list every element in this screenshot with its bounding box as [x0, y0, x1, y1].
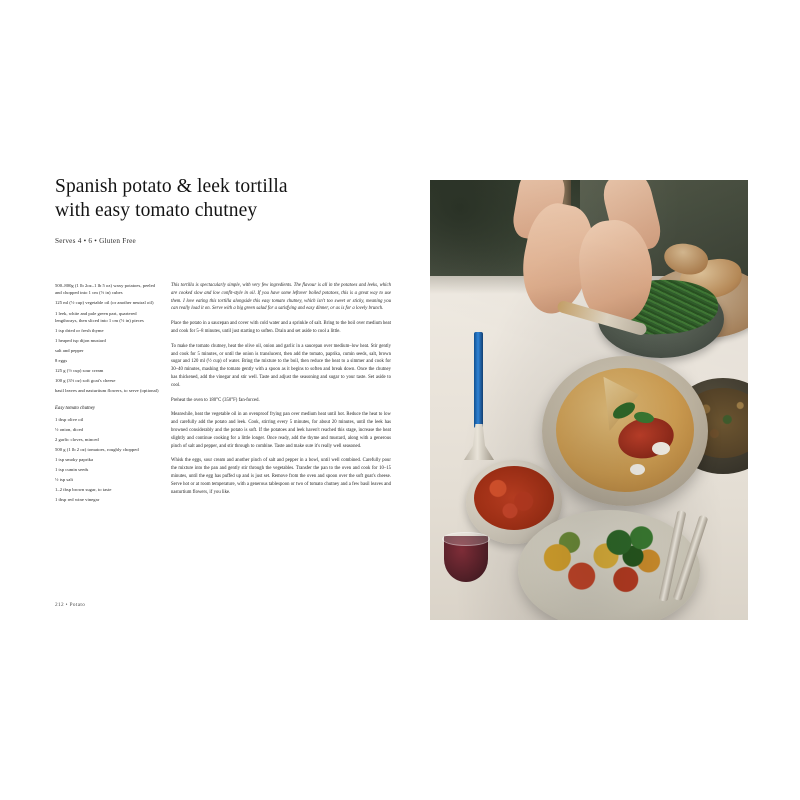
ingredient-item: 2 garlic cloves, minced — [55, 436, 99, 442]
ingredient-item: 500–800g (1 lb 2oz–1 lb 5 oz) waxy potatoes, peeled and chopped into 1 cm (½ in) cubes — [55, 283, 156, 296]
serves-line: Serves 4 • 6 • Gluten Free — [55, 236, 136, 245]
ingredient-item: 1 tsp cumin seeds — [55, 466, 89, 472]
chutney-contents — [474, 466, 554, 530]
ingredients-column — [55, 282, 171, 506]
ingredient-item: 1 tbsp red wine vinegar — [55, 497, 100, 503]
goats-cheese — [630, 464, 645, 475]
method-paragraph: Whisk the eggs, sour cream and another pinch of salt and pepper in a bowl, until well combined. Carefully pour the mixture into the pan and gently stir through the vegetables. Transfer the pan to the oven and cook for 10–15 minutes, until the egg has puffed up and is just set. Remove from the oven and spoon over the soft goat's cheese. Serve hot or at room temperature, with a generous tablespoon or two of tomato chutney and a few basil leaves and nasturtium flowers, if you like. — [171, 458, 391, 495]
ingredient-item: 8 eggs — [55, 358, 68, 364]
left-page — [55, 175, 400, 625]
ingredient-item: basil leaves and nasturtium flowers, to serve (optional) — [55, 388, 159, 394]
ingredient-item: ½ tsp salt — [55, 476, 73, 482]
method-paragraph: This tortilla is spectacularly simple, with very few ingredients. The flavour is all in the potatoes and leeks, which are cooked slow and low confit-style in oil. If you have some leftover boiled potatoes, this is a great way to use them. I love eating this tortilla alongside this easy tomato chutney, which isn't too sweet or sticky, meaning you can really load it on. Serve with a big green salad for a satisfying and easy dinner, or as is for a lovely brunch. — [171, 283, 391, 312]
ingredient-item: 1 heaped tsp dijon mustard — [55, 338, 106, 343]
goats-cheese — [652, 442, 670, 455]
ingredient-item: ½ onion, diced — [55, 426, 84, 432]
method-paragraph: To make the tomato chutney, heat the olive oil, onion and garlic in a saucepan over medium–low heat. Stir gently and cook for 5 minutes, or until the onion is translucent, then add the tomato, paprika, cumin seeds, salt, brown sugar and 120 ml (½ cup) of water. Bring the mixture to the boil, then reduce the heat to a simmer and cook for 30–40 minutes, mashing the tomato gently with a spoon as it begins to soften and break down. Once the chutney has thickened, add the vinegar and stir well. Taste and adjust the seasoning and sugar to your taste. Set aside to cool. — [171, 343, 391, 388]
ingredient-item: 1 tsp smoky paprika — [55, 456, 94, 462]
ingredient-item: 1 tsp dried or fresh thyme — [55, 327, 104, 333]
method-paragraph: Place the potato in a saucepan and cover with cold water and a sprinkle of salt. Bring to the boil over medium heat and cook for 5–8 minutes, until just starting to soften. Drain and set aside to cool a little. — [171, 321, 391, 334]
ingredient-item: salt and pepper — [55, 348, 84, 354]
recipe-photograph — [430, 180, 748, 620]
method-paragraph: Preheat the oven to 180°C (350°F) fan-forced. — [171, 397, 260, 403]
ingredient-item: 1 leek, white and pale green part, quartered lengthways, then sliced into 1 cm (½ in) pieces — [55, 310, 144, 323]
ingredient-item: 1–2 tbsp brown sugar, to taste — [55, 487, 112, 492]
ingredient-item: 1 tbsp olive oil — [55, 416, 84, 422]
recipe-columns — [55, 282, 400, 506]
method-column — [171, 282, 391, 506]
wine-glass-rim — [442, 532, 490, 546]
recipe-title-line-1: Spanish potato & leek tortilla — [55, 176, 288, 197]
blue-candle — [474, 332, 483, 428]
ingredient-item: 125 g (½ cup) sour cream — [55, 368, 104, 374]
recipe-title-line-2: with easy tomato chutney — [55, 199, 258, 221]
ingredient-item: 125 ml (½ cup) vegetable oil (or another neutral oil) — [55, 300, 154, 306]
method-paragraph: Meanwhile, heat the vegetable oil in an ovenproof frying pan over medium heat until hot. Reduce the heat to low and carefully add the potato and leek. Cook, stirring every 5 minutes, for about 20 minutes, until the leek has browned considerably and the potato is soft. If the potatoes and leek haven't reached this stage, increase the heat slightly and continue cooking for a little longer. Once ready, add the thyme and mustard, along with a generous pinch of salt and pepper, and stir through to combine. Taste and make sure it's really well seasoned. — [171, 412, 391, 449]
folio: 212 • Potato — [55, 602, 86, 608]
ingredient-item: 500 g (1 lb 2 oz) tomatoes, roughly chopped — [55, 446, 139, 452]
ingredients-subheading: Easy tomato chutney — [55, 405, 95, 411]
page-title — [55, 175, 355, 223]
ingredient-item: 100 g (3½ oz) soft goat's cheese — [55, 378, 116, 384]
